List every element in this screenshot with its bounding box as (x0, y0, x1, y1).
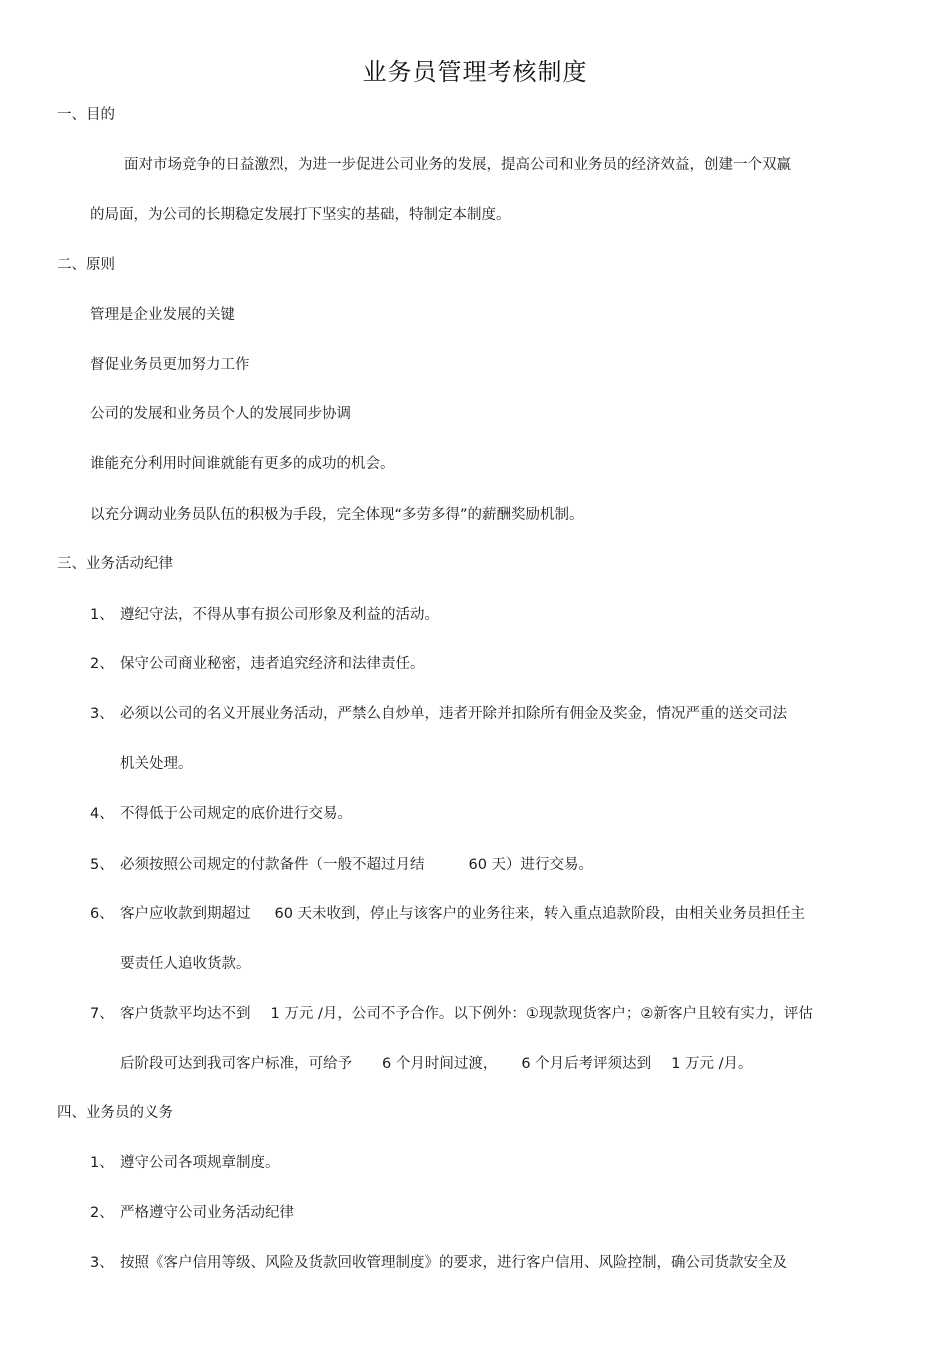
list-item-text: 严格遵守公司业务活动纪律 (120, 1205, 294, 1221)
text-segment: 1 万元 /月，公司不予合作。以下例外：①现款现货客户；②新客户且较有实力，评估 (270, 1006, 813, 1022)
list-item-continuation (120, 1054, 753, 1074)
list-number: 5、 (90, 857, 114, 873)
list-item-text (120, 1004, 813, 1024)
text-segment: 后阶段可达到我司客户标准，可给予 (120, 1056, 352, 1072)
principle-item: 管理是企业发展的关键 (90, 307, 235, 323)
list-item-text: 遵纪守法，不得从事有损公司形象及利益的活动。 (120, 607, 439, 623)
text-segment: 必须按照公司规定的付款备件（一般不超过月结 (120, 857, 425, 873)
list-item-text: 按照《客户信用等级、风险及货款回收管理制度》的要求，进行客户信用、风险控制，确公司货款安全及 (120, 1255, 787, 1271)
list-item-text (120, 855, 593, 875)
text-segment: 60 天未收到，停止与该客户的业务往来，转入重点追款阶段，由相关业务员担任主 (274, 906, 806, 922)
list-item-continuation: 机关处理。 (120, 756, 193, 772)
text-segment: 60 天）进行交易。 (468, 857, 594, 873)
section-heading-purpose: 一、目的 (57, 107, 115, 123)
list-number: 7、 (90, 1006, 114, 1022)
list-number: 2、 (90, 1205, 114, 1221)
section-heading-principles: 二、原则 (57, 257, 115, 273)
list-number: 1、 (90, 607, 114, 623)
text-segment: 客户应收款到期超过 (120, 906, 251, 922)
text-segment: 6 个月后考评须达到 (521, 1056, 652, 1072)
list-number: 3、 (90, 706, 114, 722)
principle-item: 公司的发展和业务员个人的发展同步协调 (90, 406, 351, 422)
paragraph-line: 的局面，为公司的长期稳定发展打下坚实的基础，特制定本制度。 (90, 207, 511, 223)
paragraph-line: 面对市场竞争的日益激烈，为进一步促进公司业务的发展，提高公司和业务员的经济效益，创建一个双赢 (124, 157, 791, 173)
text-segment: 6 个月时间过渡， (382, 1056, 498, 1072)
list-item-text: 遵守公司各项规章制度。 (120, 1155, 280, 1171)
principle-item: 督促业务员更加努力工作 (90, 357, 250, 373)
text-segment: 1 万元 /月。 (671, 1056, 753, 1072)
list-number: 1、 (90, 1155, 114, 1171)
list-number: 6、 (90, 906, 114, 922)
list-item-text: 不得低于公司规定的底价进行交易。 (120, 806, 352, 822)
list-number: 3、 (90, 1255, 114, 1271)
text-segment: 客户货款平均达不到 (120, 1006, 251, 1022)
list-item-text (120, 904, 805, 924)
list-item-text: 保守公司商业秘密，违者追究经济和法律责任。 (120, 656, 425, 672)
section-heading-discipline: 三、业务活动纪律 (57, 556, 173, 572)
list-number: 2、 (90, 656, 114, 672)
section-heading-duties: 四、业务员的义务 (57, 1105, 173, 1121)
list-number: 4、 (90, 806, 114, 822)
principle-item: 谁能充分利用时间谁就能有更多的成功的机会。 (90, 456, 395, 472)
principle-item: 以充分调动业务员队伍的积极为手段，完全体现“多劳多得”的薪酬奖励机制。 (90, 507, 584, 523)
list-item-continuation: 要责任人追收货款。 (120, 956, 251, 972)
page-title: 业务员管理考核制度 (362, 58, 588, 86)
list-item-text: 必须以公司的名义开展业务活动，严禁么自炒单，违者开除并扣除所有佣金及奖金，情况严重的送交司法 (120, 706, 787, 722)
